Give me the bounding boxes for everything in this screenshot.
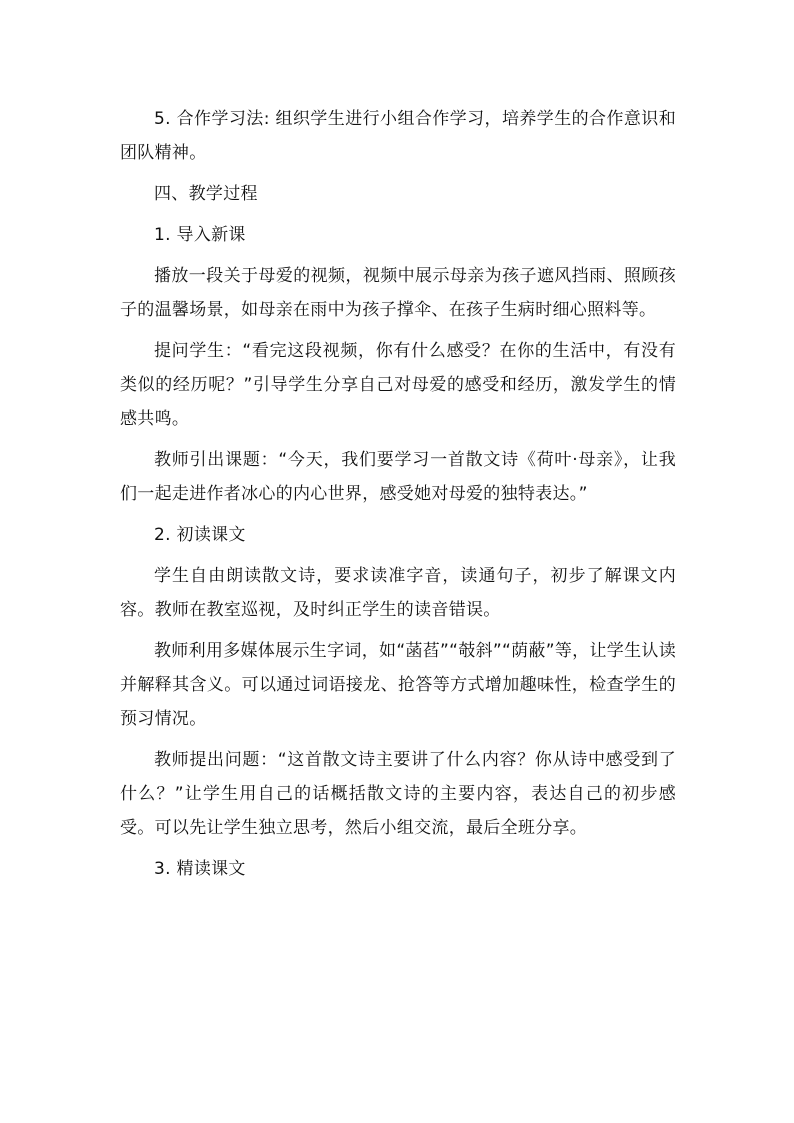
paragraph-topic: 教师引出课题：“今天，我们要学习一首散文诗《荷叶·母亲》，让我们一起走进作者冰心的内心世界，感受她对母爱的独特表达。” <box>120 450 676 504</box>
paragraph-cooperative-learning: 5. 合作学习法: 组织学生进行小组合作学习，培养学生的合作意识和团队精神。 <box>120 109 676 163</box>
subheading-first-reading: 2. 初读课文 <box>154 525 246 545</box>
subheading-introduction: 1. 导入新课 <box>154 225 246 245</box>
paragraph-question: 提问学生：“看完这段视频，你有什么感受？在你的生活中，有没有类似的经历呢？”引导学生分享自己对母爱的感受和经历，激发学生的情感共鸣。 <box>120 341 676 429</box>
subheading-close-reading: 3. 精读课文 <box>154 859 246 879</box>
document-body <box>120 102 676 893</box>
paragraph-video: 播放一段关于母爱的视频，视频中展示母亲为孩子遮风挡雨、照顾孩子的温馨场景，如母亲在雨中为孩子撑伞、在孩子生病时细心照料等。 <box>120 266 676 320</box>
section-heading-teaching-process: 四、教学过程 <box>154 184 258 204</box>
paragraph-vocabulary: 教师利用多媒体展示生字词，如“菡萏”“攲斜”“荫蔽”等，让学生认读并解释其含义。可以通过词语接龙、抢答等方式增加趣味性，检查学生的预习情况。 <box>120 641 676 729</box>
paragraph-free-reading: 学生自由朗读散文诗，要求读准字音，读通句子，初步了解课文内容。教师在教室巡视，及时纠正学生的读音错误。 <box>120 566 676 620</box>
paragraph-summary-question: 教师提出问题：“这首散文诗主要讲了什么内容？你从诗中感受到了什么？”让学生用自己的话概括散文诗的主要内容，表达自己的初步感受。可以先让学生独立思考，然后小组交流，最后全班分享。 <box>120 750 676 838</box>
